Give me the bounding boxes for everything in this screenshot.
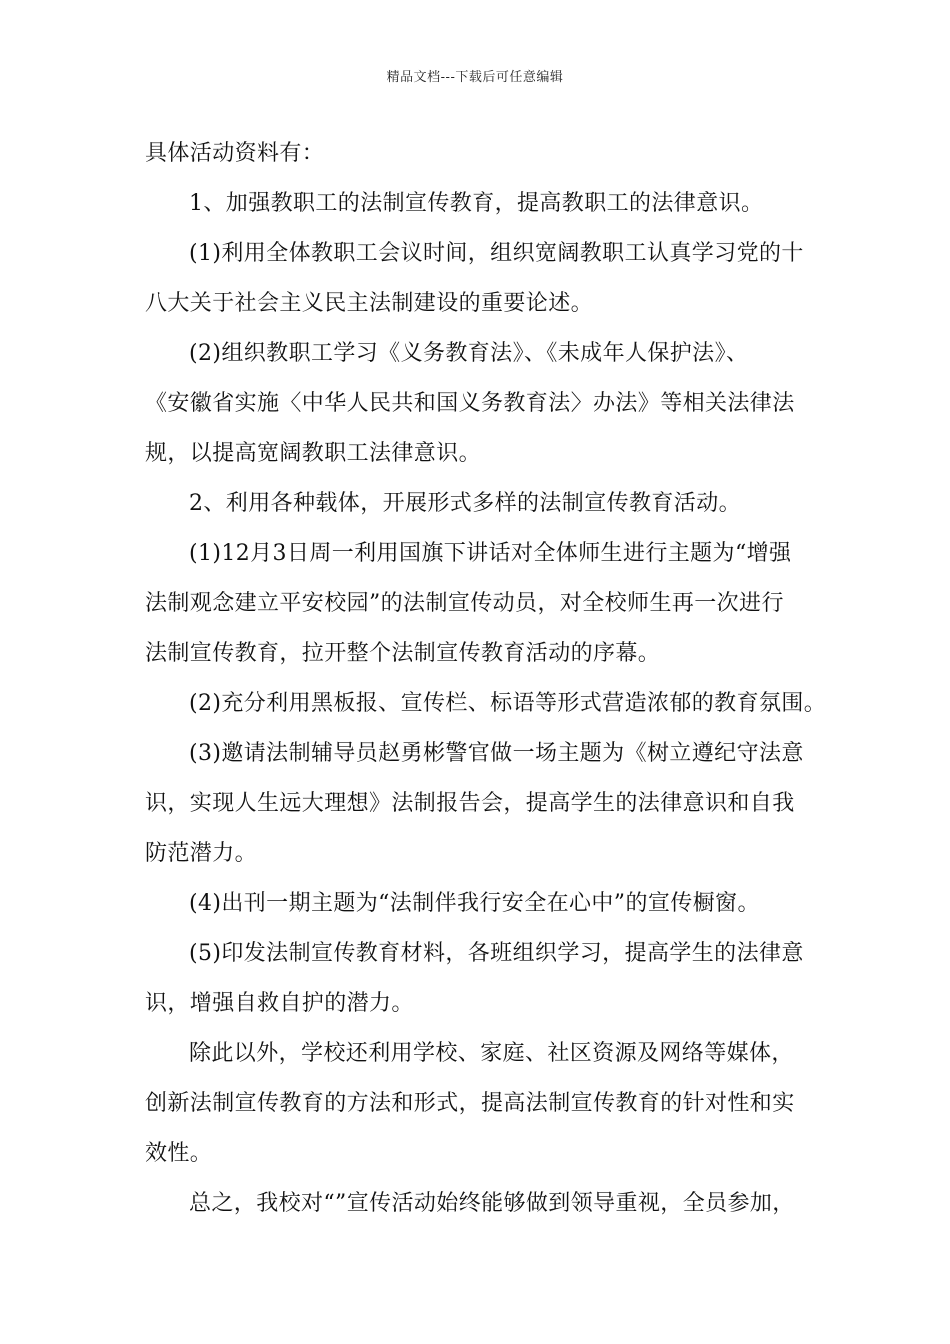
text-line: 八大关于社会主义民主法制建设的重要论述。: [145, 291, 594, 316]
text-line: 法制观念建立平安校园”的法制宣传动员，对全校师生再一次进行: [145, 591, 784, 616]
page-header: 精品文档---下载后可任意编辑: [386, 70, 564, 85]
text-line: (2)组织教职工学习《义务教育法》、《未成年人保护法》、: [189, 341, 749, 366]
text-line: 效性。: [145, 1141, 213, 1166]
text-line: (2)充分利用黑板报、宣传栏、标语等形式营造浓郁的教育氛围。: [189, 691, 827, 716]
text-line: 具体活动资料有：: [145, 141, 325, 166]
text-line: 2、利用各种载体，开展形式多样的法制宣传教育活动。: [189, 491, 741, 516]
text-line: 防范潜力。: [145, 841, 258, 866]
text-line: (4)出刊一期主题为“法制伴我行安全在心中”的宣传橱窗。: [189, 891, 760, 916]
text-line: 创新法制宣传教育的方法和形式，提高法制宣传教育的针对性和实: [145, 1091, 795, 1116]
text-line: (5)印发法制宣传教育材料，各班组织学习，提高学生的法律意: [189, 941, 804, 966]
text-line: 规，以提高宽阔教职工法律意识。: [145, 441, 482, 466]
text-line: 《安徽省实施〈中华人民共和国义务教育法〉办法》等相关法律法: [145, 391, 795, 416]
text-line: 识，实现人生远大理想》法制报告会，提高学生的法律意识和自我: [145, 791, 795, 816]
text-line: 识，增强自救自护的潜力。: [145, 991, 414, 1016]
text-line: 除此以外，学校还利用学校、家庭、社区资源及网络等媒体，: [189, 1041, 794, 1066]
text-line: (1)利用全体教职工会议时间，组织宽阔教职工认真学习党的十: [189, 241, 804, 266]
text-line: 1、加强教职工的法制宣传教育，提高教职工的法律意识。: [189, 191, 764, 216]
text-line: 总之，我校对“”宣传活动始终能够做到领导重视，全员参加，: [189, 1191, 795, 1216]
text-line: (1)12月3日周一利用国旗下讲话对全体师生进行主题为“增强: [189, 541, 792, 566]
text-line: (3)邀请法制辅导员赵勇彬警官做一场主题为《树立遵纪守法意: [189, 741, 804, 766]
text-line: 法制宣传教育，拉开整个法制宣传教育活动的序幕。: [145, 641, 661, 666]
